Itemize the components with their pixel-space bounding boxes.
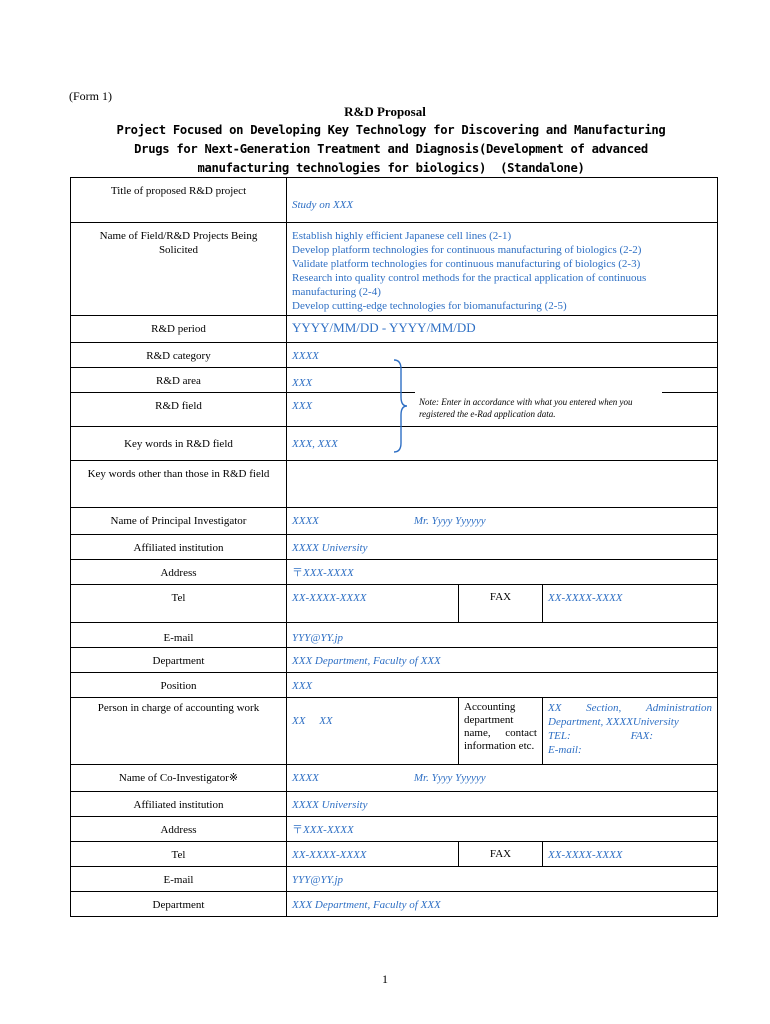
row-pi-department <box>71 648 718 673</box>
accounting-contact-line: TEL: FAX: <box>548 730 654 742</box>
ci-tel-value[interactable]: XX-XXXX-XXXX <box>287 842 459 867</box>
document-title: R&D Proposal <box>344 104 426 119</box>
row-pi-position <box>71 673 718 698</box>
pi-address-label: Address <box>71 560 287 585</box>
pi-tel-label: Tel <box>71 585 287 623</box>
row-ci-tel <box>71 842 718 867</box>
ci-postal-code: XXX-XXXX <box>303 824 354 836</box>
subtitle-line-1: Project Focused on Developing Key Technology for Discovering and Manufacturing <box>116 123 666 137</box>
project-subtitle <box>60 121 722 178</box>
ci-address-label: Address <box>71 817 287 842</box>
pi-department-value[interactable]: XXX Department, Faculty of XXX <box>287 648 718 673</box>
rd-field-value[interactable]: XXX <box>287 393 718 427</box>
postal-mark: 〒 <box>292 824 303 836</box>
area-label: R&D area <box>71 368 287 393</box>
row-pi-accounting <box>71 698 718 765</box>
pi-name-placeholder: XXXX <box>292 515 319 527</box>
pi-name-full: Mr. Yyyy Yyyyyy <box>413 515 486 527</box>
row-other-keywords <box>71 461 718 508</box>
rd-field-label: R&D field <box>71 393 287 427</box>
postal-mark: 〒 <box>292 567 303 579</box>
field-item: Develop platform technologies for continuous manufacturing of biologics (2-2) <box>292 244 642 256</box>
field-label: Name of Field/R&D Projects Being Solicited <box>71 223 287 316</box>
keywords-value[interactable]: XXX, XXX <box>287 427 718 461</box>
pi-accounting-person[interactable] <box>287 698 459 765</box>
field-item: Develop cutting-edge technologies for biomanufacturing (2-5) <box>292 300 567 312</box>
ci-institution-label: Affiliated institution <box>71 792 287 817</box>
curly-brace-icon <box>392 359 408 453</box>
row-field <box>71 223 718 316</box>
accounting-dept-label: Accounting department name, contact information etc. <box>459 698 543 765</box>
ci-department-value[interactable]: XXX Department, Faculty of XXX <box>287 892 718 917</box>
accounting-surname: XX <box>292 715 306 727</box>
ci-name-placeholder: XXXX <box>292 772 319 784</box>
e-rad-note: Note: Enter in accordance with what you entered when you registered the e-Rad application data. <box>415 392 662 423</box>
accounting-dept-line-1: XX Section, Administration <box>548 702 712 714</box>
pi-department-label: Department <box>71 648 287 673</box>
pi-position-label: Position <box>71 673 287 698</box>
ci-address-value[interactable] <box>287 817 718 842</box>
row-pi-institution <box>71 535 718 560</box>
period-label: R&D period <box>71 316 287 343</box>
area-value[interactable]: XXX <box>287 368 718 393</box>
field-item: Establish highly efficient Japanese cell lines (2-1) <box>292 230 512 242</box>
row-title <box>71 178 718 223</box>
pi-tel-value[interactable]: XX-XXXX-XXXX <box>287 585 459 623</box>
category-value[interactable]: XXXX <box>287 343 718 368</box>
ci-fax-label: FAX <box>459 842 543 867</box>
title-label: Title of proposed R&D project <box>71 178 287 223</box>
ci-email-label: E-mail <box>71 867 287 892</box>
field-item: Validate platform technologies for continuous manufacturing of biologics (2-3) <box>292 258 641 270</box>
pi-accounting-label: Person in charge of accounting work <box>71 698 287 765</box>
row-ci-department <box>71 892 718 917</box>
row-pi-address <box>71 560 718 585</box>
ci-name-value[interactable] <box>287 765 718 792</box>
row-pi-name <box>71 508 718 535</box>
pi-email-value[interactable]: YYY@YY.jp <box>287 623 718 648</box>
form-number: (Form 1) <box>69 89 112 103</box>
ci-name-label: Name of Co-Investigator※ <box>71 765 287 792</box>
row-ci-address <box>71 817 718 842</box>
accounting-dept-line-2: Department, XXXXUniversity <box>548 716 679 728</box>
pi-name-value[interactable] <box>287 508 718 535</box>
category-label: R&D category <box>71 343 287 368</box>
row-ci-name <box>71 765 718 792</box>
accounting-dept-value[interactable] <box>543 698 718 765</box>
field-list[interactable] <box>287 223 718 316</box>
page-number: 1 <box>382 972 388 986</box>
row-pi-tel <box>71 585 718 623</box>
pi-institution-label: Affiliated institution <box>71 535 287 560</box>
ci-fax-value[interactable]: XX-XXXX-XXXX <box>543 842 718 867</box>
pi-email-label: E-mail <box>71 623 287 648</box>
ci-email-value[interactable]: YYY@YY.jp <box>287 867 718 892</box>
pi-address-value[interactable] <box>287 560 718 585</box>
other-keywords-value[interactable] <box>287 461 718 508</box>
subtitle-line-3: manufacturing technologies for biologics) (Standalone) <box>197 161 585 175</box>
title-value[interactable]: Study on XXX <box>287 178 718 223</box>
period-value[interactable]: YYYY/MM/DD - YYYY/MM/DD <box>287 316 718 343</box>
pi-fax-value[interactable]: XX-XXXX-XXXX <box>543 585 718 623</box>
ci-institution-value[interactable]: XXXX University <box>287 792 718 817</box>
accounting-email: E-mail: <box>548 744 582 756</box>
ci-tel-label: Tel <box>71 842 287 867</box>
pi-institution-value[interactable]: XXXX University <box>287 535 718 560</box>
other-keywords-label: Key words other than those in R&D field <box>71 461 287 508</box>
pi-position-value[interactable]: XXX <box>287 673 718 698</box>
row-ci-institution <box>71 792 718 817</box>
ci-department-label: Department <box>71 892 287 917</box>
proposal-form-table <box>70 177 718 917</box>
pi-postal-code: XXX-XXXX <box>303 567 354 579</box>
keywords-label: Key words in R&D field <box>71 427 287 461</box>
row-period <box>71 316 718 343</box>
row-pi-email <box>71 623 718 648</box>
pi-fax-label: FAX <box>459 585 543 623</box>
row-ci-email <box>71 867 718 892</box>
pi-name-label: Name of Principal Investigator <box>71 508 287 535</box>
field-item: Research into quality control methods for the practical application of continuous manufacturing (2-4) <box>292 272 647 298</box>
subtitle-line-2: Drugs for Next-Generation Treatment and Diagnosis(Development of advanced <box>134 142 648 156</box>
ci-name-full: Mr. Yyyy Yyyyyy <box>413 772 486 784</box>
accounting-given-name: XX <box>319 715 333 727</box>
